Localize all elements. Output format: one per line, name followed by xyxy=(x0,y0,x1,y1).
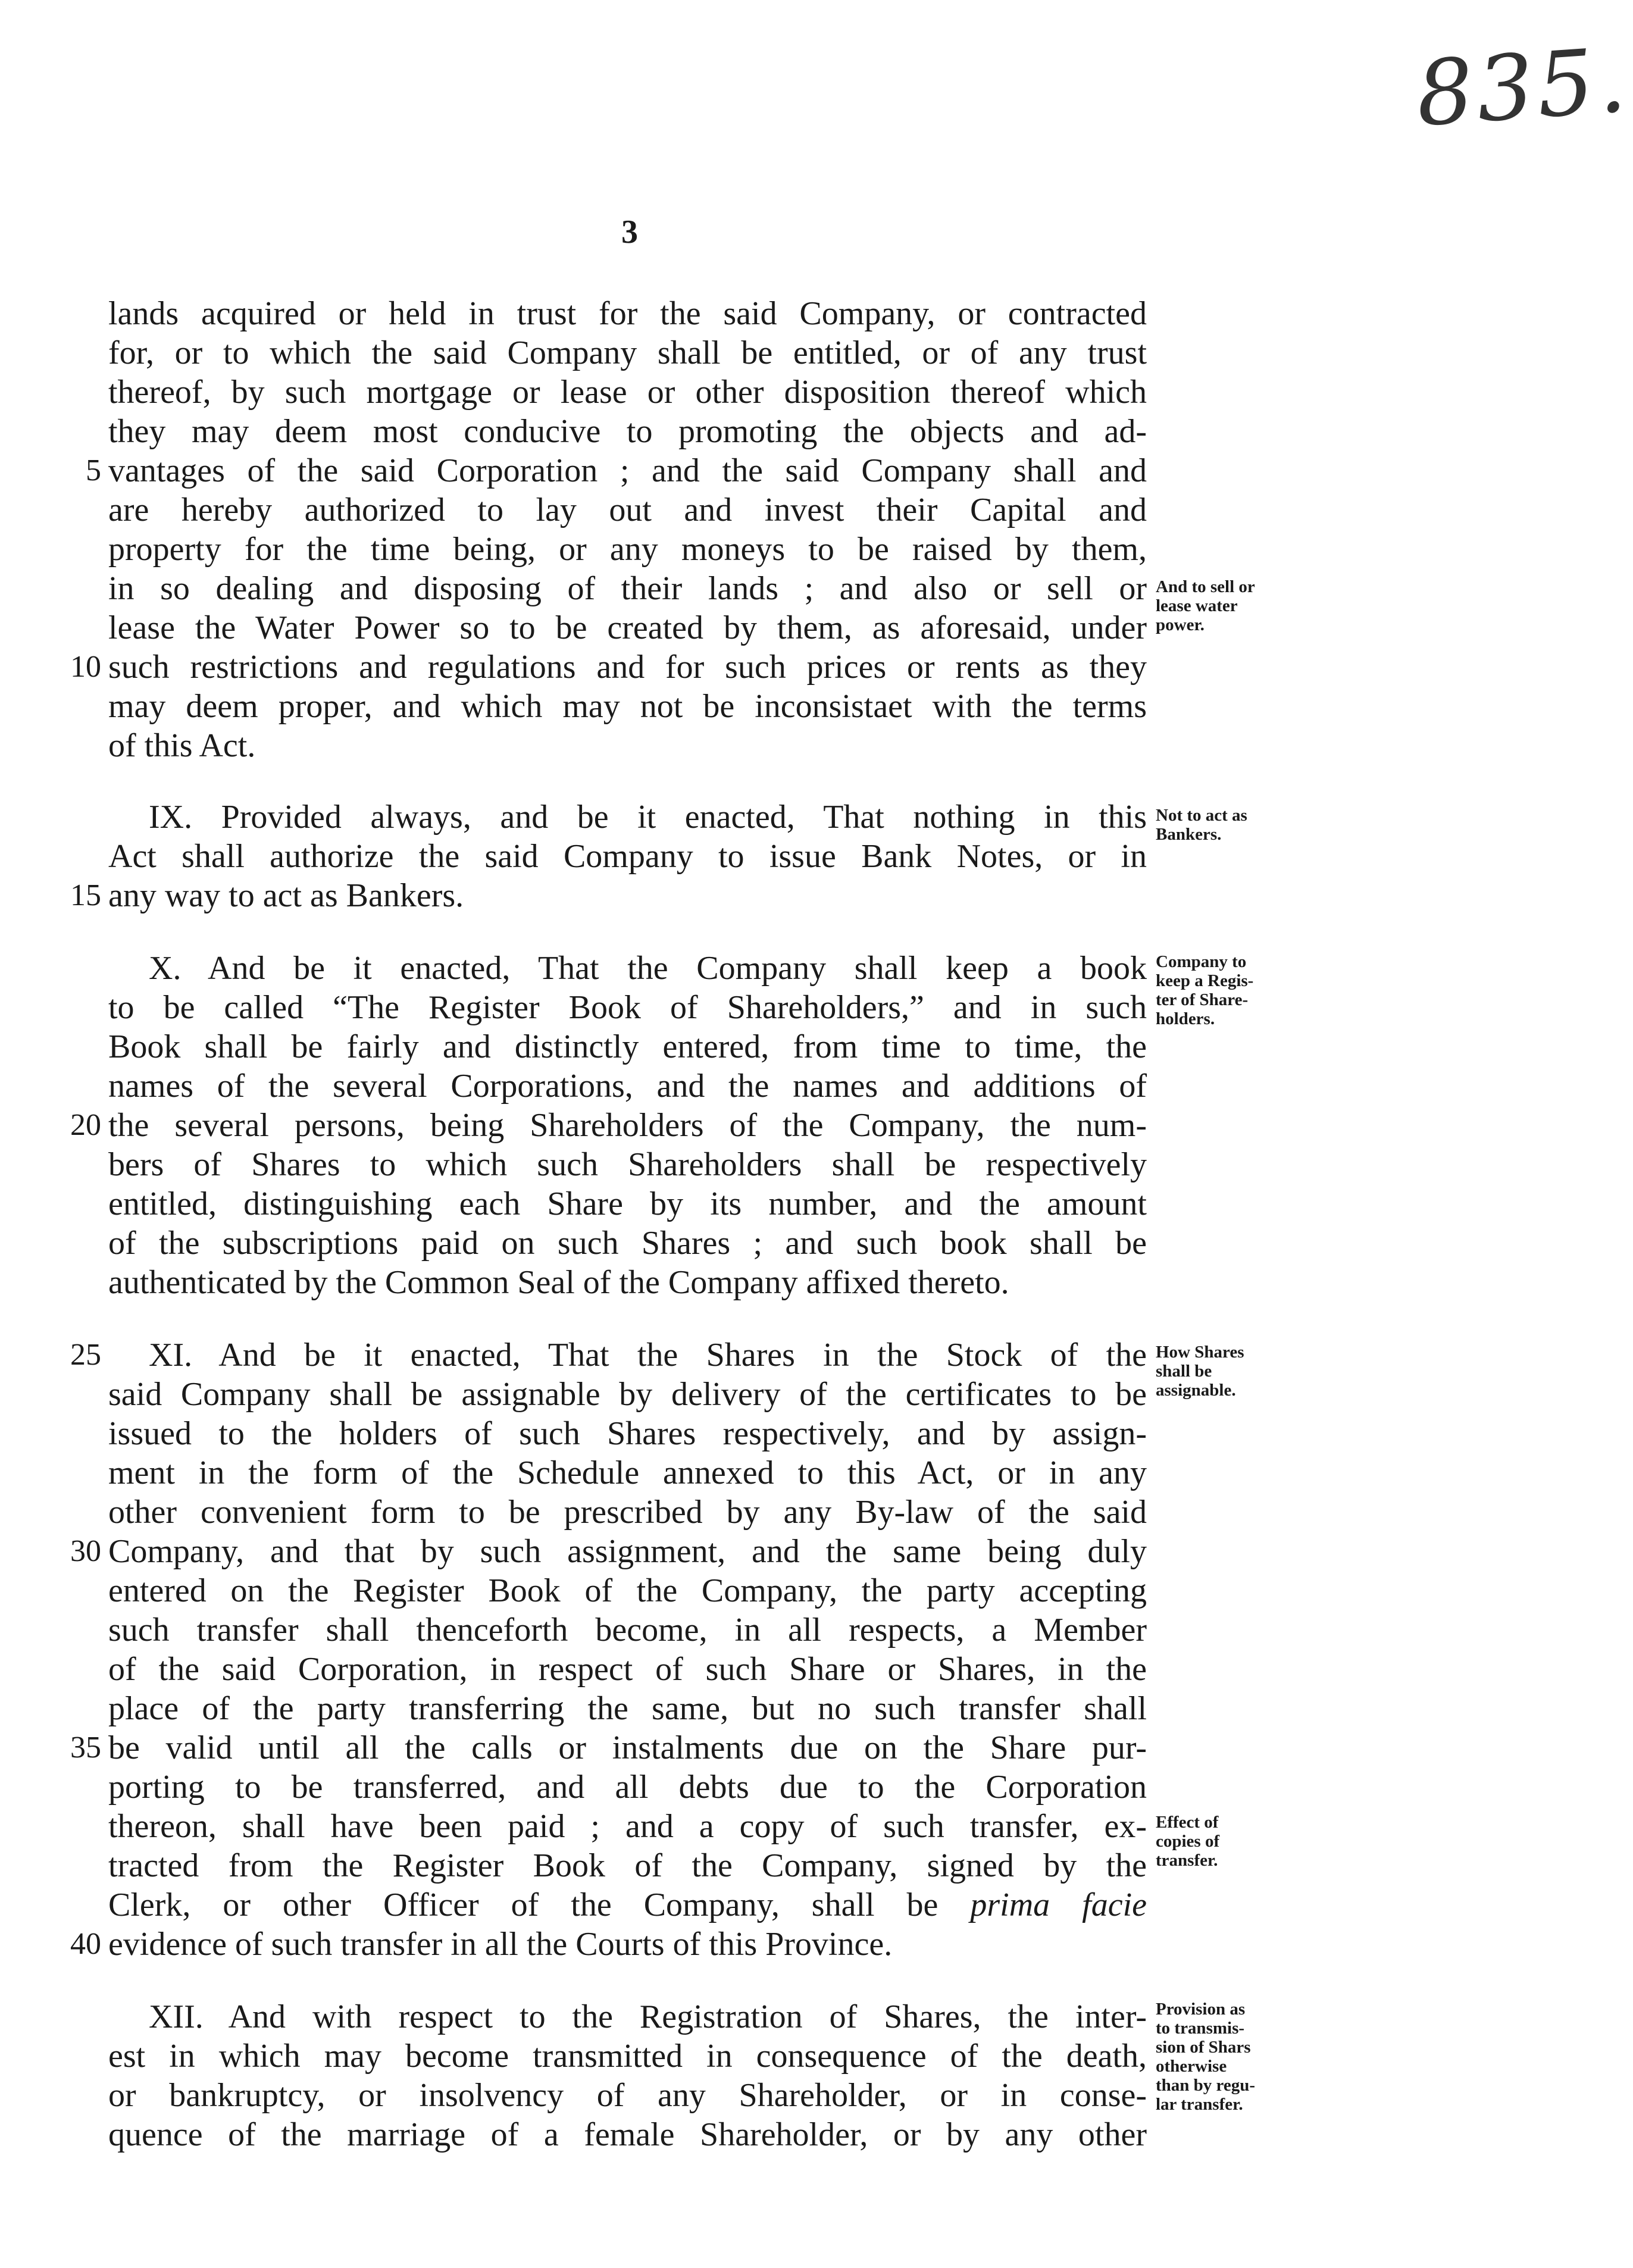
margin-note-sell-water-power xyxy=(1156,577,1328,634)
margin-note-line: assignable. xyxy=(1156,1381,1236,1400)
line-number: 20 xyxy=(70,1108,101,1142)
handwritten-folio-mark: 835. xyxy=(1413,28,1633,147)
text-line: thereof, by such mortgage or lease or other disposition thereof which xyxy=(108,374,1147,411)
margin-note-line: How Shares xyxy=(1156,1343,1244,1362)
text-line: for, or to which the said Company shall be entitled, or of any trust xyxy=(108,334,1147,371)
page-number: 3 xyxy=(621,214,638,251)
text-line: X. And be it enacted, That the Company shall keep a book xyxy=(149,950,1147,987)
margin-note-line: ter of Share- xyxy=(1156,990,1249,1009)
text-line: XII. And with respect to the Registration of Shares, the inter- xyxy=(149,1998,1147,2035)
margin-note-line: Company to xyxy=(1156,952,1247,971)
text-line: porting to be transferred, and all debts due to the Corporation xyxy=(108,1769,1147,1806)
text-line: est in which may become transmitted in consequence of the death, xyxy=(108,2038,1147,2075)
text-line: entitled, distinguishing each Share by its number, and the amount xyxy=(108,1185,1147,1222)
text-line: said Company shall be assignable by delivery of the certificates to be xyxy=(108,1376,1147,1413)
margin-note-line: holders. xyxy=(1156,1009,1215,1028)
text-line: may deem proper, and which may not be inconsistaet with the terms xyxy=(108,688,1147,725)
line-number: 5 xyxy=(86,453,101,487)
margin-note-line: keep a Regis- xyxy=(1156,971,1254,990)
margin-note-register-book xyxy=(1156,952,1328,1028)
text-line: place of the party transferring the same, but no such transfer shall xyxy=(108,1690,1147,1727)
text-line: Company, and that by such assignment, and the same being duly xyxy=(108,1533,1147,1570)
margin-note-line: otherwise xyxy=(1156,2057,1227,2076)
text-line: ment in the form of the Schedule annexed to this Act, or in any xyxy=(108,1454,1147,1491)
line-number: 10 xyxy=(70,650,101,684)
line-number: 30 xyxy=(70,1534,101,1568)
text-line: bers of Shares to which such Shareholders shall be respectively xyxy=(108,1146,1147,1183)
margin-note-line: Provision as xyxy=(1156,2000,1246,2019)
text-line: lease the Water Power so to be created by them, as aforesaid, under xyxy=(108,609,1147,646)
text-line: Act shall authorize the said Company to issue Bank Notes, or in xyxy=(108,838,1147,875)
text-line: IX. Provided always, and be it enacted, That nothing in this xyxy=(149,799,1147,836)
text-line: evidence of such transfer in all the Courts of this Province. xyxy=(108,1926,893,1963)
line-number: 15 xyxy=(70,878,101,912)
text-line: to be called “The Register Book of Shareholders,” and in such xyxy=(108,989,1147,1026)
margin-note-line: transfer. xyxy=(1156,1851,1218,1870)
margin-note-line: And to sell or xyxy=(1156,577,1255,596)
margin-note-shares-assignable xyxy=(1156,1343,1328,1400)
text-line: they may deem most conducive to promoting the objects and ad- xyxy=(108,413,1147,450)
text-line: be valid until all the calls or instalments due on the Share pur- xyxy=(108,1729,1147,1766)
line-number: 40 xyxy=(70,1927,101,1961)
margin-note-line: than by regu- xyxy=(1156,2076,1256,2095)
text-line: thereon, shall have been paid ; and a copy of such transfer, ex- xyxy=(108,1808,1147,1845)
margin-note-copies-of-transfer xyxy=(1156,1813,1328,1870)
text-line: other convenient form to be prescribed by any By-law of the said xyxy=(108,1494,1147,1531)
margin-note-line: Not to act as xyxy=(1156,806,1247,825)
line-number: 25 xyxy=(70,1338,101,1372)
margin-note-line: to transmis- xyxy=(1156,2019,1245,2038)
text-line: of this Act. xyxy=(108,727,256,764)
text-line: such restrictions and regulations and for such prices or rents as they xyxy=(108,649,1147,686)
text-line: quence of the marriage of a female Shareholder, or by any other xyxy=(108,2116,1147,2153)
text-line: are hereby authorized to lay out and invest their Capital and xyxy=(108,492,1147,528)
text-line: XI. And be it enacted, That the Shares in the Stock of the xyxy=(149,1337,1147,1374)
text-line: authenticated by the Common Seal of the Company affixed thereto. xyxy=(108,1264,1009,1301)
margin-note-line: sion of Shars xyxy=(1156,2038,1251,2057)
text-line: names of the several Corporations, and the names and additions of xyxy=(108,1068,1147,1105)
text-line: such transfer shall thenceforth become, in all respects, a Member xyxy=(108,1612,1147,1648)
margin-note-transmission-of-shares xyxy=(1156,2000,1328,2114)
text-line: property for the time being, or any moneys to be raised by them, xyxy=(108,531,1147,568)
text-line: entered on the Register Book of the Company, the party accepting xyxy=(108,1572,1147,1609)
text-line: tracted from the Register Book of the Company, signed by the xyxy=(108,1847,1147,1884)
text-line: issued to the holders of such Shares respectively, and by assign- xyxy=(108,1415,1147,1452)
text-line: the several persons, being Shareholders of the Company, the num- xyxy=(108,1107,1147,1144)
margin-note-not-bankers xyxy=(1156,806,1328,844)
text-line xyxy=(108,1885,1147,1925)
text-line: Book shall be fairly and distinctly entered, from time to time, the xyxy=(108,1028,1147,1065)
text-line: of the subscriptions paid on such Shares ; and such book shall be xyxy=(108,1225,1147,1262)
margin-note-line: power. xyxy=(1156,615,1205,634)
italic-phrase: prima facie xyxy=(970,1887,1147,1923)
margin-note-line: lease water xyxy=(1156,596,1238,615)
text-line: vantages of the said Corporation ; and the said Company shall and xyxy=(108,452,1147,489)
margin-note-line: copies of xyxy=(1156,1832,1220,1851)
margin-note-line: Bankers. xyxy=(1156,825,1222,844)
text-line: or bankruptcy, or insolvency of any Shareholder, or in conse- xyxy=(108,2077,1147,2114)
text-line: in so dealing and disposing of their lands ; and also or sell or xyxy=(108,570,1147,607)
margin-note-line: shall be xyxy=(1156,1362,1212,1381)
text-line: of the said Corporation, in respect of such Share or Shares, in the xyxy=(108,1651,1147,1688)
line-number: 35 xyxy=(70,1731,101,1765)
text-run: Clerk, or other Officer of the Company, shall be xyxy=(108,1887,971,1923)
text-line: lands acquired or held in trust for the said Company, or contracted xyxy=(108,295,1147,332)
text-line: any way to act as Bankers. xyxy=(108,877,464,914)
margin-note-line: Effect of xyxy=(1156,1813,1219,1832)
margin-note-line: lar transfer. xyxy=(1156,2095,1243,2114)
